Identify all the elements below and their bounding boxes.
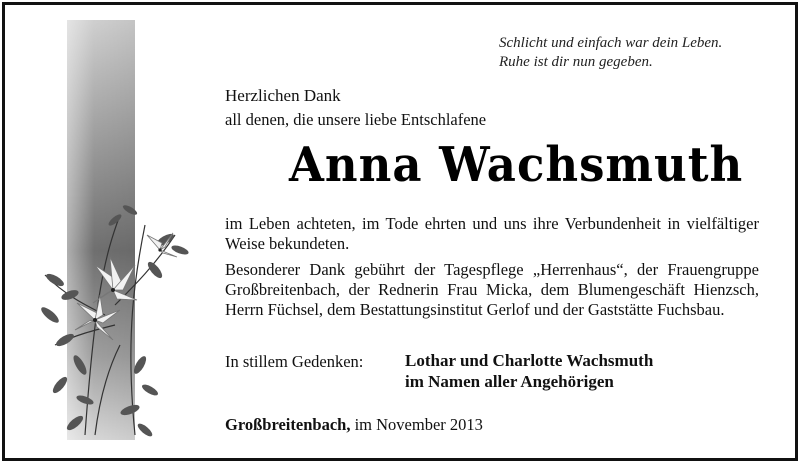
remembrance-label: In stillem Gedenken: bbox=[225, 352, 364, 371]
place-name: Großbreitenbach, bbox=[225, 415, 351, 434]
lily-bouquet-icon bbox=[25, 195, 205, 440]
date-text: im November 2013 bbox=[354, 415, 483, 434]
motto-line-1: Schlicht und einfach war dein Leben. bbox=[499, 35, 723, 51]
place-and-date bbox=[225, 415, 483, 435]
signers-block bbox=[405, 350, 653, 392]
signer-line-1: Lothar und Charlotte Wachsmuth bbox=[405, 351, 654, 370]
deceased-name: Anna Wachsmuth bbox=[289, 137, 744, 193]
thanks-paragraph-2: Besonderer Dank gebührt der Tagespflege „Herrenhaus“, der Frauengruppe Großbreitenbach, der Rednerin Frau Micka, dem Blumengeschäft Hienzsch, Herrn Füchsel, dem Bestattungsinstitut Gerlof und der Gaststätte Fuchsbau. bbox=[225, 260, 759, 319]
thanks-paragraph-1: im Leben achteten, im Tode ehrten und uns ihre Verbundenheit in vielfältiger Weise bekundeten. bbox=[225, 214, 759, 253]
motto-line-2: Ruhe ist dir nun gegeben. bbox=[499, 54, 653, 70]
obituary-notice bbox=[2, 2, 798, 461]
signer-line-2: im Namen aller Angehörigen bbox=[405, 372, 614, 391]
thanks-heading: Herzlichen Dank bbox=[225, 86, 341, 105]
thanks-subheading: all denen, die unsere liebe Entschlafene bbox=[225, 110, 487, 129]
motto-verse bbox=[499, 34, 722, 72]
